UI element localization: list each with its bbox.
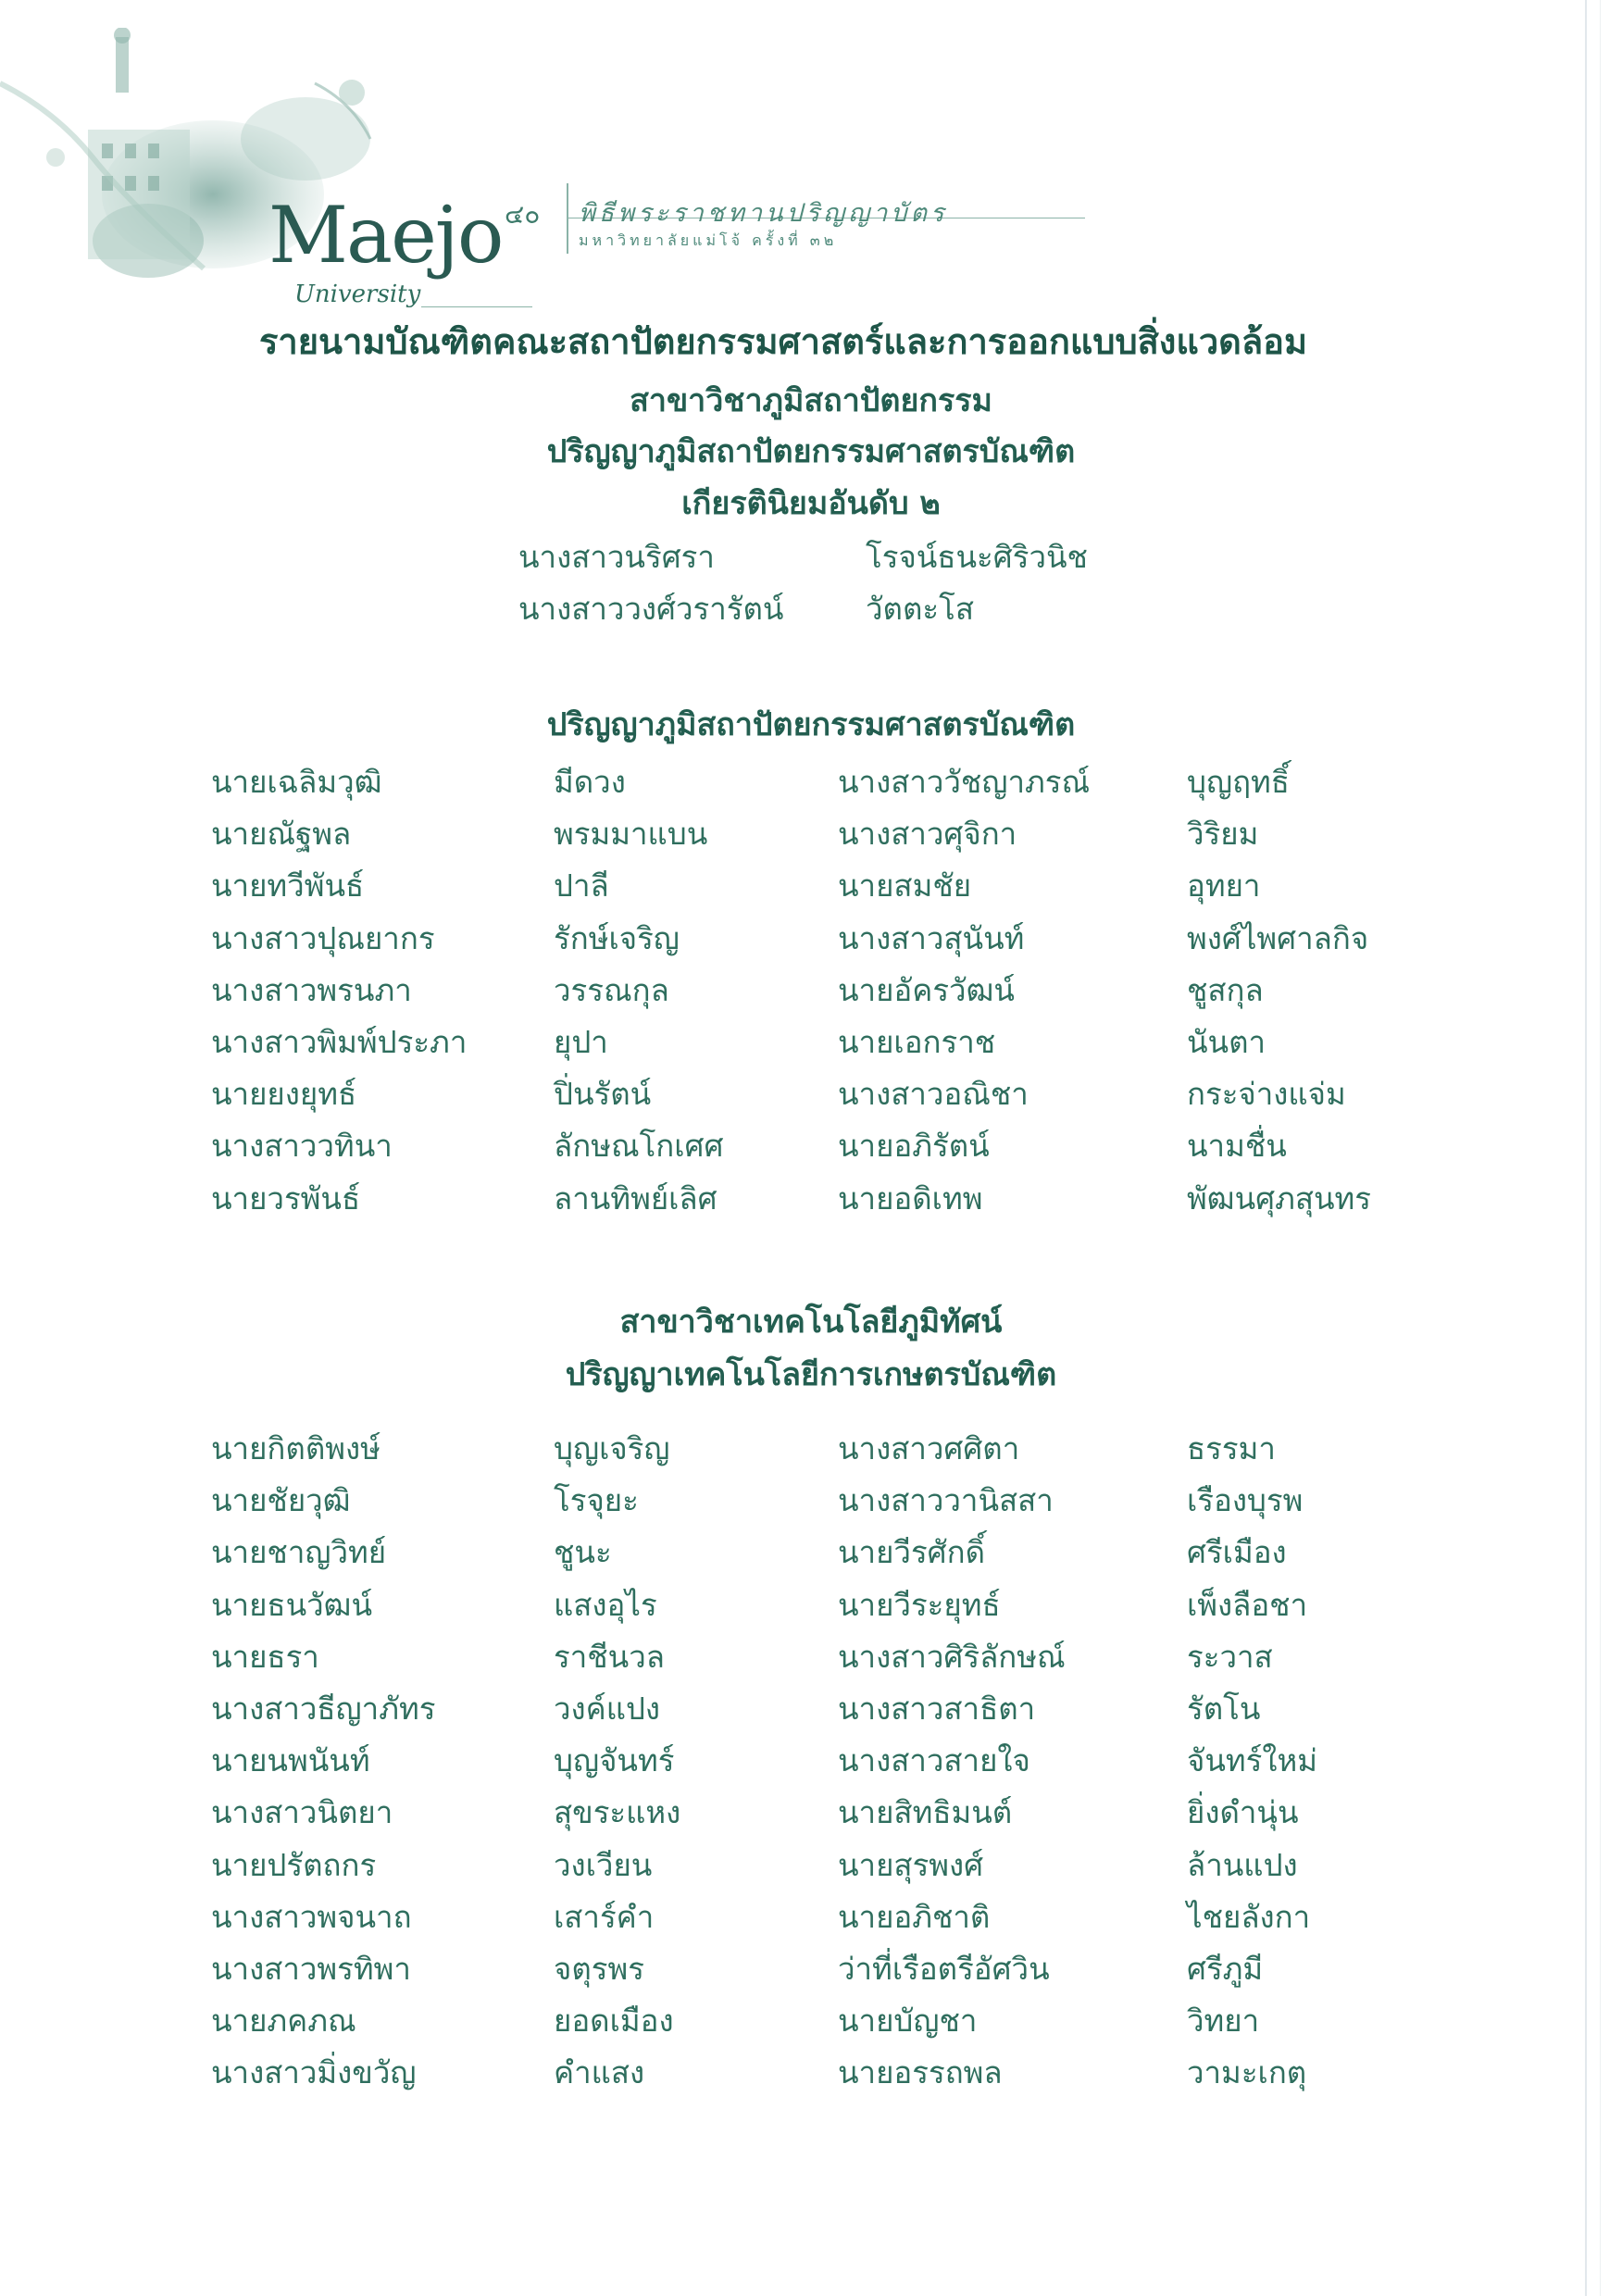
graduate-last-name: จตุรพร (554, 1951, 644, 1987)
graduate-last-name: โรจุยะ (554, 1482, 639, 1519)
graduate-first-name: นายยงยุทธ์ (211, 1076, 357, 1113)
graduate-first-name: นางสาวศุจิกา (838, 816, 1017, 853)
graduate-first-name: นายเฉลิมวุฒิ (211, 764, 382, 800)
graduate-first-name: นายสิทธิมนต์ (838, 1794, 1013, 1831)
graduate-last-name: พรมมาแบน (554, 816, 708, 853)
ceremony-title: พิธีพระราชทานปริญญาบัตร (579, 199, 948, 228)
graduate-first-name: นายอรรถพล (838, 2054, 1003, 2091)
page-edge-line (1585, 0, 1587, 2296)
section1-honors-heading: เกียรตินิยมอันดับ ๒ (681, 485, 941, 522)
graduate-last-name: ลานทิพย์เลิศ (554, 1179, 717, 1217)
graduate-first-name: ว่าที่เรือตรีอัศวิน (838, 1951, 1050, 1987)
graduate-last-name: สุขระแหง (554, 1794, 681, 1831)
graduate-first-name: นายวรพันธ์ (211, 1179, 361, 1217)
campus-illustration-logo (0, 28, 518, 333)
graduate-first-name: นายกิตติพงษ์ (211, 1430, 381, 1466)
graduate-last-name: ชูสกุล (1187, 971, 1264, 1008)
graduate-first-name: นายสมชัย (838, 867, 972, 905)
graduate-first-name: นายนพนันท์ (211, 1742, 370, 1779)
graduate-last-name: วงค์แปง (554, 1691, 661, 1727)
graduate-first-name: นายอัครวัฒน์ (838, 971, 1015, 1008)
graduate-first-name: นางสาวอณิชา (838, 1076, 1029, 1113)
graduate-first-name: นางสาววงศ์วรารัตน์ (518, 591, 784, 627)
graduate-last-name: จันทร์ใหม่ (1187, 1742, 1317, 1779)
graduate-last-name: ยอดเมือง (554, 2003, 674, 2040)
graduate-first-name: นางสาววทินา (211, 1128, 393, 1165)
graduate-last-name: นามชื่น (1187, 1128, 1287, 1165)
graduate-last-name: เสาร์คำ (554, 1898, 655, 1935)
section1-degree-heading: ปริญญาภูมิสถาปัตยกรรมศาสตรบัณฑิต (546, 433, 1076, 470)
logo-subtext: University (294, 281, 421, 308)
graduate-last-name: รักษ์เจริญ (554, 919, 680, 956)
graduate-last-name: อุทยา (1187, 867, 1261, 905)
graduate-last-name: มีดวง (554, 764, 626, 800)
graduate-first-name: นายสุรพงศ์ (838, 1846, 984, 1883)
logo-rule (421, 306, 532, 307)
graduate-first-name: นายอภิรัตน์ (838, 1128, 990, 1165)
graduate-last-name: บุญเจริญ (554, 1430, 670, 1466)
header-separator (567, 183, 568, 254)
section2-major-heading: สาขาวิชาเทคโนโลยีภูมิทัศน์ (619, 1304, 1003, 1341)
graduate-first-name: นางสาวศศิตา (838, 1430, 1020, 1466)
graduate-last-name: ระวาส (1187, 1638, 1273, 1675)
graduate-last-name: ชูนะ (554, 1534, 612, 1571)
graduate-last-name: ลักษณโกเศศ (554, 1128, 724, 1165)
graduate-last-name: ราชีนวล (554, 1638, 665, 1675)
graduate-first-name: นายเอกราช (838, 1024, 996, 1060)
graduate-first-name: นางสาววานิสสา (838, 1482, 1054, 1519)
graduate-first-name: นางสาวสายใจ (838, 1742, 1030, 1779)
graduate-first-name: นางสาววัชญาภรณ์ (838, 764, 1091, 800)
graduate-first-name: นางสาวพิมพ์ประภา (211, 1024, 468, 1060)
graduate-last-name: วงเวียน (554, 1846, 653, 1883)
graduate-last-name: ศรีเมือง (1187, 1534, 1287, 1571)
graduate-last-name: ล้านแปง (1187, 1846, 1298, 1883)
graduate-first-name: นายชัยวุฒิ (211, 1482, 351, 1519)
graduate-last-name: เรืองบุรพ (1187, 1482, 1304, 1519)
graduate-first-name: นางสาวปุณยากร (211, 919, 435, 956)
page-edge-line-secondary (1600, 0, 1601, 2296)
faculty-graduates-title: รายนามบัณฑิตคณะสถาปัตยกรรมศาสตร์และการออกแบบสิ่งแวดล้อม (259, 321, 1308, 362)
graduate-last-name: พัฒนศุภสุนทร (1187, 1179, 1371, 1217)
graduate-first-name: นายภคภณ (211, 2003, 356, 2040)
graduate-last-name: นันตา (1187, 1024, 1266, 1060)
graduate-last-name: พงศ์ไพศาลกิจ (1187, 919, 1369, 956)
graduate-first-name: นายวีรศักดิ์ (838, 1534, 986, 1571)
graduate-last-name: วรรณกุล (554, 971, 669, 1008)
graduate-first-name: นางสาวสาธิตา (838, 1691, 1036, 1727)
graduate-first-name: นางสาวนริศรา (518, 539, 715, 575)
page-number: ๔๐ (505, 199, 541, 230)
graduate-first-name: นางสาวนิตยา (211, 1794, 393, 1831)
graduate-last-name: ศรีภูมี (1187, 1951, 1264, 1987)
graduate-last-name: วามะเกตุ (1187, 2054, 1307, 2091)
graduate-first-name: นางสาวสุนันท์ (838, 919, 1025, 956)
graduate-first-name: นางสาวศิริลักษณ์ (838, 1638, 1066, 1675)
graduate-last-name: คำแสง (554, 2054, 645, 2091)
graduate-first-name: นายอดิเทพ (838, 1179, 983, 1217)
graduate-first-name: นายวีระยุทธ์ (838, 1586, 1001, 1623)
graduate-first-name: นายชาญวิทย์ (211, 1534, 387, 1571)
graduate-last-name: เพ็งลือชา (1187, 1586, 1308, 1623)
graduate-first-name: นางสาวธีญาภัทร (211, 1691, 436, 1727)
graduate-first-name: นางสาวพจนาถ (211, 1898, 412, 1935)
graduate-last-name: แสงอุไร (554, 1586, 657, 1623)
graduate-first-name: นายธนวัฒน์ (211, 1586, 373, 1623)
graduate-last-name: วิริยม (1187, 816, 1259, 853)
section1-degree-heading-repeat: ปริญญาภูมิสถาปัตยกรรมศาสตรบัณฑิต (546, 706, 1076, 743)
graduate-last-name: ยิ่งดำนุ่น (1187, 1794, 1299, 1831)
graduate-first-name: นายณัฐพล (211, 816, 352, 853)
graduate-last-name: โรจน์ธนะศิริวนิช (866, 539, 1088, 575)
graduate-first-name: นายธรา (211, 1638, 319, 1675)
graduate-first-name: นายปรัตถกร (211, 1846, 377, 1883)
section1-major-heading: สาขาวิชาภูมิสถาปัตยกรรม (630, 382, 992, 419)
ceremony-subtitle: มหาวิทยาลัยแม่โจ้ ครั้งที่ ๓๒ (579, 231, 838, 249)
graduate-last-name: ไชยลังกา (1187, 1898, 1311, 1935)
graduate-last-name: ยุปา (554, 1024, 608, 1060)
graduate-first-name: นายบัญชา (838, 2003, 978, 2040)
graduate-first-name: นางสาวพรทิพา (211, 1951, 411, 1987)
graduate-first-name: นางสาวพรนภา (211, 971, 412, 1008)
graduate-last-name: รัตโน (1187, 1691, 1261, 1727)
graduate-first-name: นางสาวมิ่งขวัญ (211, 2054, 417, 2091)
graduate-last-name: บุญฤทธิ์ (1187, 764, 1290, 800)
logo-wordmark: Maejo (268, 190, 503, 281)
graduate-last-name: ธรรมา (1187, 1430, 1276, 1466)
graduate-first-name: นายทวีพันธ์ (211, 867, 365, 905)
graduate-last-name: วิทยา (1187, 2003, 1260, 2040)
graduate-last-name: วัตตะโส (866, 591, 974, 627)
section2-degree-heading: ปริญญาเทคโนโลยีการเกษตรบัณฑิต (565, 1356, 1057, 1393)
graduate-last-name: ปิ่นรัตน์ (554, 1076, 652, 1113)
graduate-last-name: ปาลี (554, 867, 609, 905)
graduate-first-name: นายอภิชาติ (838, 1898, 991, 1935)
graduate-last-name: บุญจันทร์ (554, 1742, 675, 1779)
graduate-last-name: กระจ่างแจ่ม (1187, 1076, 1346, 1113)
